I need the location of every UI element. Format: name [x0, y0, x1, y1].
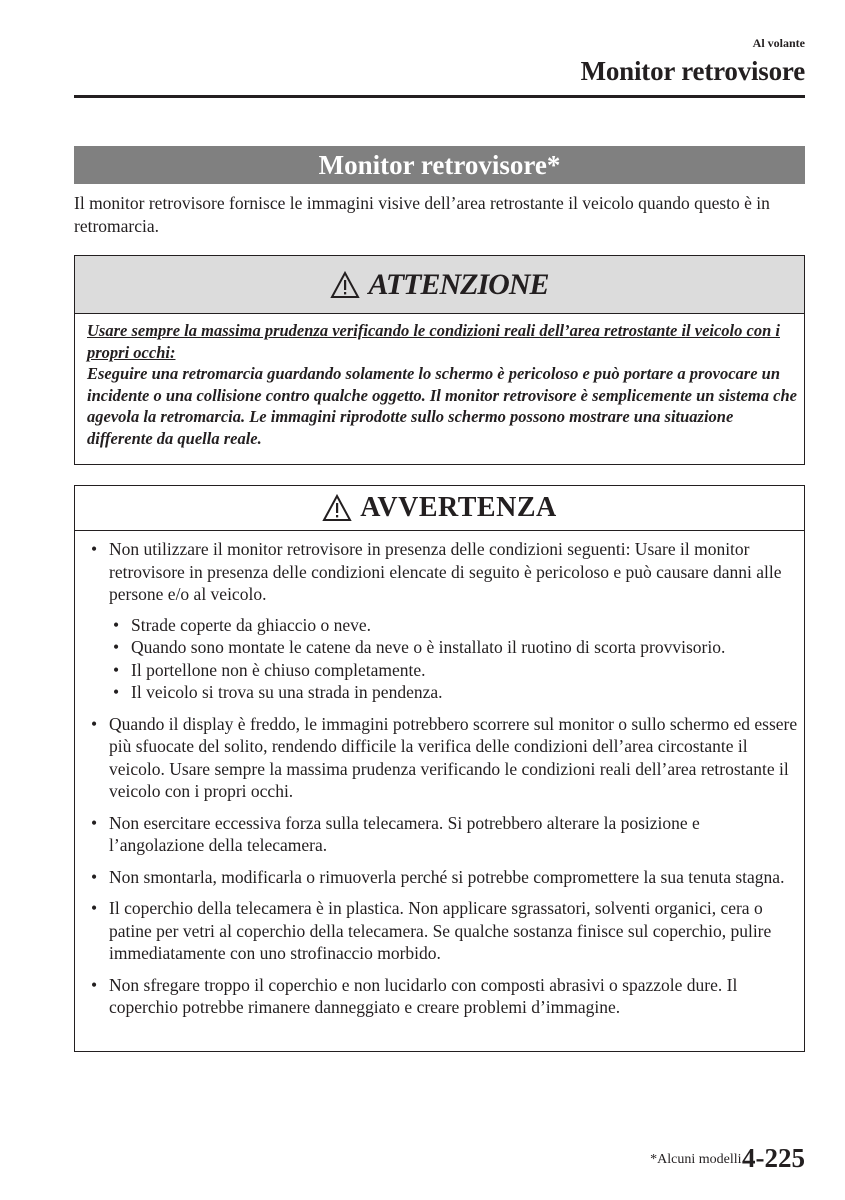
sub-list-item: • Strade coperte da ghiaccio o neve.	[109, 614, 799, 637]
list-item: • Non sfregare troppo il coperchio e non lucidarlo con composti abrasivi o spazzole dure. Il coperchio potrebbe rimanere danneggiato e creare problemi d’immagine.	[85, 974, 799, 1019]
attenzione-title: ATTENZIONE	[368, 267, 549, 301]
page-number: 4-225	[742, 1143, 805, 1173]
warning-triangle-icon	[322, 494, 352, 522]
attenzione-text	[87, 320, 797, 449]
page-title: Monitor retrovisore	[580, 56, 805, 86]
list-item: • Il coperchio della telecamera è in plastica. Non applicare sgrassatori, solventi organici, cera o patine per vetri al coperchio della telecamera. Se qualche sostanza finisce sul coperchio, pulire immediatamente con uno strofinaccio morbido.	[85, 897, 799, 965]
sub-list-item: • Il veicolo si trova su una strada in pendenza.	[109, 681, 799, 704]
attenzione-box	[74, 255, 805, 465]
sub-list-item: • Quando sono montate le catene da neve o è installato il ruotino di scorta provvisorio.	[109, 636, 799, 659]
avvertenza-header	[75, 486, 804, 531]
sub-list-item: • Il portellone non è chiuso completamente.	[109, 659, 799, 682]
footnote: *Alcuni modelli.	[650, 1152, 745, 1167]
section-banner-title: Monitor retrovisore*	[318, 149, 561, 180]
list-item: • Quando il display è freddo, le immagini potrebbero scorrere sul monitor o sullo schermo ed essere più sfuocate del solito, rendendo difficile la verifica delle condizioni dell’area circostante il veicolo. Usare sempre la massima prudenza verificando le condizioni reali dell’area retrostante il veicolo con i propri occhi.	[85, 713, 799, 803]
avvertenza-list	[85, 538, 799, 1028]
list-item: • Non smontarla, modificarla o rimuoverla perché si potrebbe compromettere la sua tenuta stagna.	[85, 866, 799, 889]
section-label: Al volante	[752, 36, 805, 50]
attenzione-header	[75, 256, 804, 314]
avvertenza-title: AVVERTENZA	[360, 492, 557, 523]
intro-paragraph: Il monitor retrovisore fornisce le immagini visive dell’area retrostante il veicolo quando questo è in retromarcia.	[74, 193, 770, 236]
sub-list	[109, 614, 799, 704]
avvertenza-box	[74, 485, 805, 1052]
attenzione-underlined-text: Usare sempre la massima prudenza verificando le condizioni reali dell’area retrostante il veicolo con i propri occhi:	[87, 321, 780, 362]
list-item: • Non esercitare eccessiva forza sulla telecamera. Si potrebbero alterare la posizione e l’angolazione della telecamera.	[85, 812, 799, 857]
header-rule	[74, 95, 805, 98]
list-item-text: • Non utilizzare il monitor retrovisore in presenza delle condizioni seguenti: Usare il monitor retrovisore in presenza delle condizioni elencate di seguito è pericoloso e può causare danni alle persone e/o al veicolo.	[109, 539, 782, 604]
attenzione-body-text: Eseguire una retromarcia guardando solamente lo schermo è pericoloso e può portare a provocare un incidente o una collisione contro qualche oggetto. Il monitor retrovisore è semplicemente un sistema che agevola la retromarcia. Le immagini riprodotte sullo schermo possono mostrare una situazione differente da quella reale.	[87, 364, 797, 448]
list-item	[85, 538, 799, 704]
warning-triangle-icon	[330, 271, 360, 299]
section-banner	[74, 146, 805, 184]
